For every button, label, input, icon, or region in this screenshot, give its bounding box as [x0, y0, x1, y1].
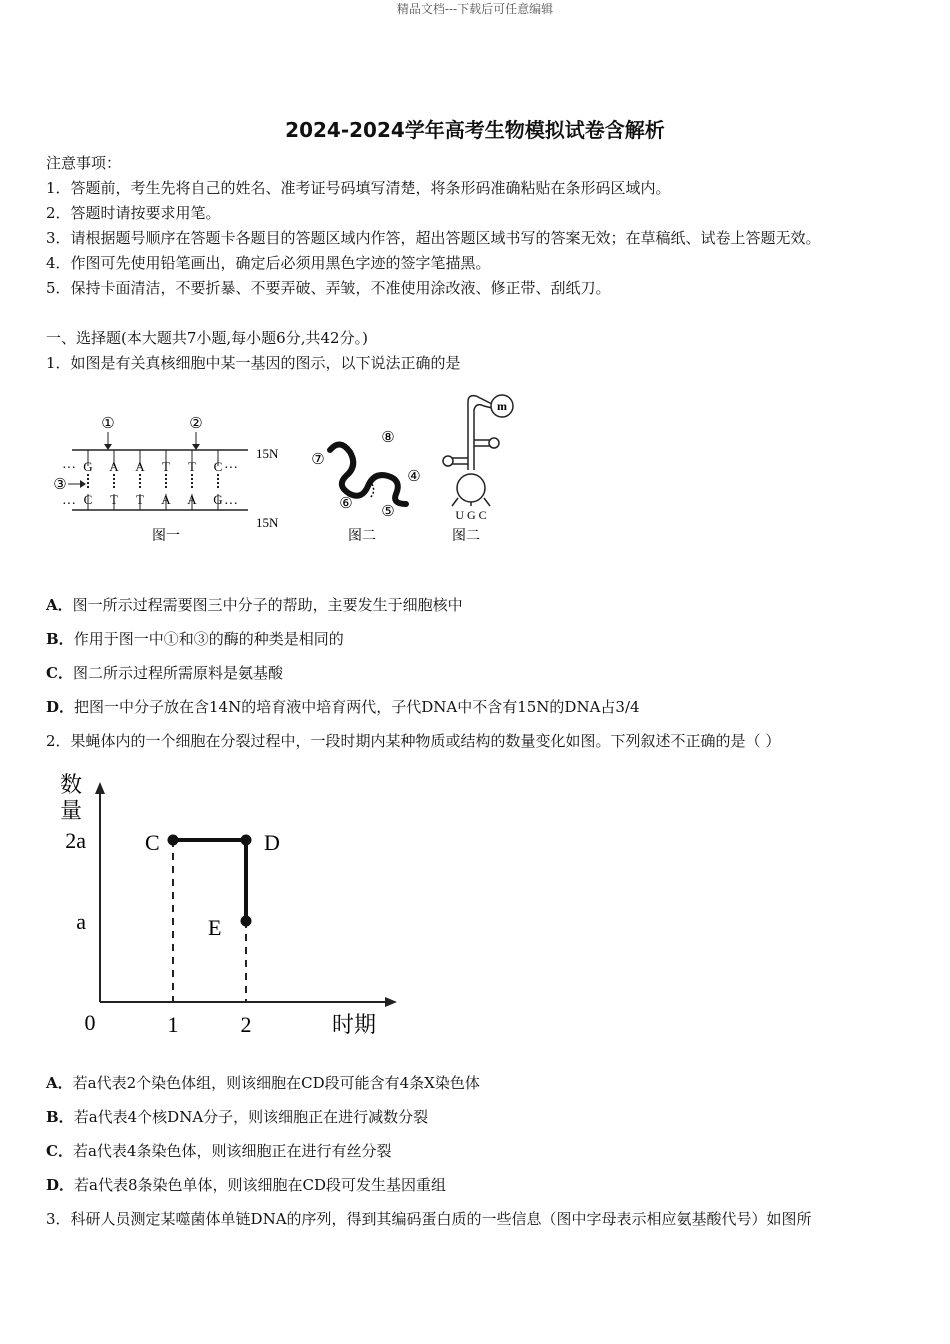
marker-7: ⑦ [311, 452, 325, 468]
base: A [109, 459, 119, 474]
dots-left: ··· [62, 461, 76, 476]
x-tick-label: 1 [167, 1012, 179, 1037]
y-axis-label: 数量 [60, 772, 83, 823]
trna-m-label: m [497, 399, 507, 413]
origin-label: 0 [84, 1010, 96, 1035]
point-label-e: E [208, 915, 222, 940]
base: G [213, 492, 223, 507]
notice-item: 1．答题前，考生先将自己的姓名、准考证号码填写清楚，将条形码准确粘贴在条形码区域内。 [46, 179, 671, 197]
base: A [187, 492, 197, 507]
page-title: 2024-2024学年高考生物模拟试卷含解析 [285, 118, 665, 142]
gene-figure [48, 388, 538, 553]
point-label-d: D [264, 830, 280, 855]
base: A [135, 459, 145, 474]
notice-heading: 注意事项： [46, 154, 122, 172]
q2-option-d: D．若a代表8条染色单体，则该细胞在CD段可发生基因重组 [46, 1176, 447, 1194]
dots-right: ··· [224, 497, 238, 512]
y-axis-arrow [95, 782, 105, 794]
data-point-d [241, 835, 252, 846]
x-tick-label: 2 [240, 1012, 252, 1037]
base: T [110, 492, 118, 507]
dots-right: ··· [224, 461, 238, 476]
figure-1-label: 图一 [152, 529, 180, 544]
marker-2: ② [189, 416, 203, 432]
q2-option-a: A．若a代表2个染色体组，则该细胞在CD段可能含有4条X染色体 [46, 1074, 480, 1092]
q2-option-c: C．若a代表4条染色体，则该细胞正在进行有丝分裂 [46, 1142, 392, 1160]
question-2-stem: 2．果蝇体内的一个细胞在分裂过程中，一段时期内某种物质或结构的数量变化如图。下列叙述不正确的是（ ） [46, 732, 781, 750]
marker-5: ⑤ [381, 504, 395, 520]
data-point-e [241, 916, 252, 927]
marker-4: ④ [407, 469, 421, 485]
notice-item: 5．保持卡面清洁，不要折暴、不要弄破、弄皱，不准使用涂改液、修正带、刮纸刀。 [46, 279, 611, 297]
base: C [83, 492, 93, 507]
base: T [188, 459, 196, 474]
series-line [173, 840, 246, 921]
y-tick-label: a [76, 909, 86, 934]
question-3-stem: 3．科研人员测定某噬菌体单链DNA的序列，得到其编码蛋白质的一些信息（图中字母表示相应氨基酸代号）如图所 [46, 1210, 812, 1228]
q1-option-b: B．作用于图一中①和③的酶的种类是相同的 [46, 630, 344, 648]
marker-1: ① [101, 416, 115, 432]
notice-item: 4．作图可先使用铅笔画出，确定后必须用黑色字迹的签字笔描黑。 [46, 254, 491, 272]
anticodon: U G C [455, 508, 487, 522]
section-heading: 一、选择题(本大题共7小题,每小题6分,共42分。) [46, 329, 368, 347]
y-tick-label: 2a [65, 828, 86, 853]
base: T [136, 492, 144, 507]
question-1-stem: 1．如图是有关真核细胞中某一基因的图示，以下说法正确的是 [46, 354, 461, 372]
q1-option-c: C．图二所示过程所需原料是氨基酸 [46, 664, 283, 682]
q2-option-b: B．若a代表4个核DNA分子，则该细胞正在进行减数分裂 [46, 1108, 429, 1126]
base: T [162, 459, 170, 474]
marker-6: ⑥ [339, 496, 353, 512]
marker-8: ⑧ [381, 430, 395, 446]
base: G [83, 459, 93, 474]
base: C [213, 459, 223, 474]
q1-option-d: D．把图一中分子放在含14N的培育液中培育两代，子代DNA中不含有15N的DNA占3/4 [46, 698, 640, 716]
x-axis-arrow [385, 997, 397, 1007]
x-axis-label: 时期 [332, 1012, 377, 1037]
page-header: 精品文档---下载后可任意编辑 [396, 2, 554, 16]
dots-left: ··· [62, 497, 76, 512]
q1-option-a: A．图一所示过程需要图三中分子的帮助，主要发生于细胞核中 [46, 596, 463, 614]
notice-item: 2．答题时请按要求用笔。 [46, 204, 221, 222]
quantity-chart [48, 766, 408, 1046]
data-point-c [168, 835, 179, 846]
figure-3-label: 图二 [452, 529, 480, 544]
n15-label: 15N [256, 515, 279, 530]
figure-2-label: 图二 [348, 529, 376, 544]
base: A [161, 492, 171, 507]
marker-3: ③ [53, 477, 67, 493]
point-label-c: C [145, 830, 160, 855]
notice-item: 3．请根据题号顺序在答题卡各题目的答题区域内作答，超出答题区域书写的答案无效；在草稿纸、试卷上答题无效。 [46, 229, 821, 247]
n15-label: 15N [256, 446, 279, 461]
